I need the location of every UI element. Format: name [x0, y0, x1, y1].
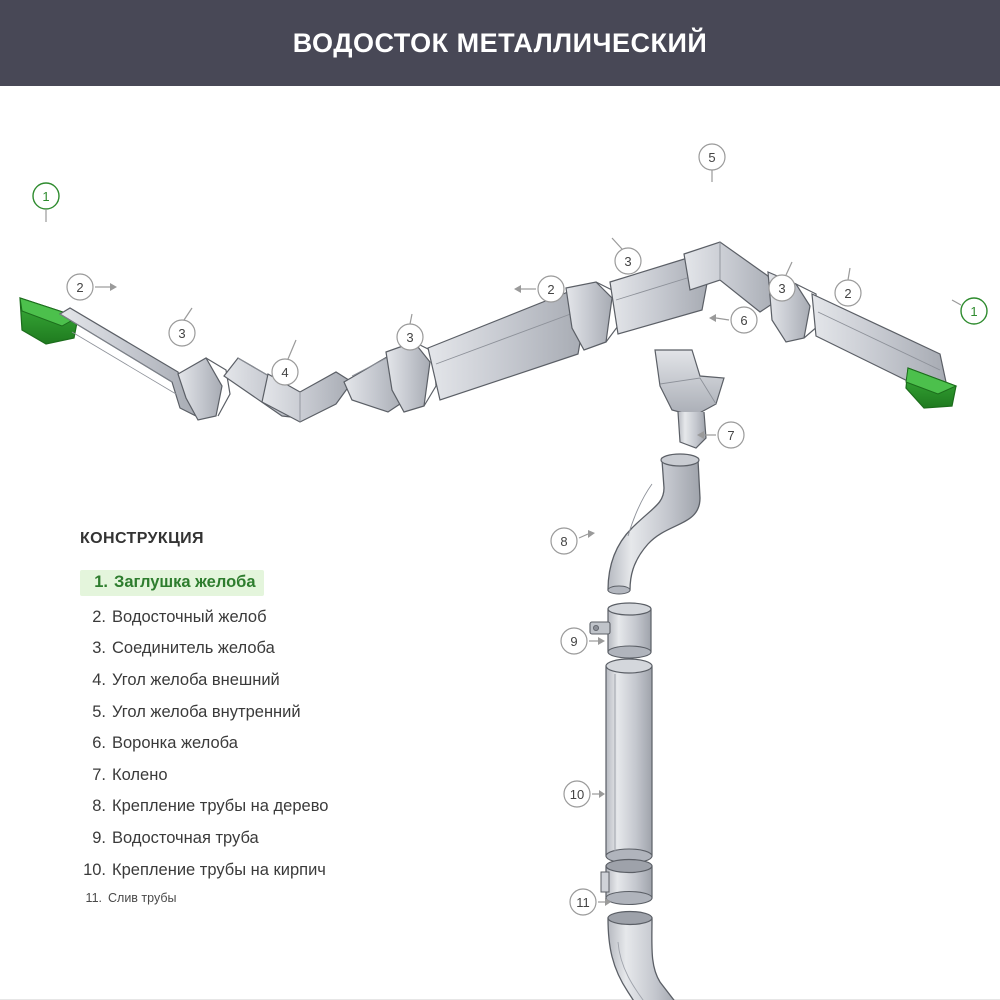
page-header — [0, 0, 1000, 86]
svg-text:8: 8 — [560, 534, 568, 549]
callout-11[interactable] — [570, 889, 611, 915]
legend — [80, 530, 480, 918]
callout-8[interactable] — [551, 528, 595, 554]
legend-item-6-number: 6. — [92, 734, 106, 753]
legend-item-7-number: 7. — [92, 765, 106, 784]
legend-item-4-label: Угол желоба внешний — [112, 670, 280, 689]
svg-text:9: 9 — [570, 634, 578, 649]
legend-item-1[interactable] — [80, 570, 264, 596]
legend-item-11[interactable] — [80, 891, 480, 907]
legend-item-10-number: 10. — [83, 860, 106, 879]
downpipe-elbow[interactable] — [608, 454, 700, 594]
legend-item-4-number: 4. — [92, 670, 106, 689]
callout-3-left[interactable] — [169, 308, 195, 346]
legend-item-6[interactable] — [80, 733, 480, 754]
svg-text:3: 3 — [624, 254, 632, 269]
pipe-bracket-wood[interactable] — [590, 603, 651, 658]
legend-item-11-number: 11. — [85, 891, 102, 906]
legend-item-2[interactable] — [80, 607, 480, 628]
legend-item-1-number: 1. — [94, 573, 108, 591]
legend-item-8[interactable] — [80, 796, 480, 817]
legend-item-5-label: Угол желоба внутренний — [112, 702, 301, 721]
downpipe[interactable] — [606, 659, 652, 863]
pipe-outlet[interactable] — [608, 912, 685, 1000]
svg-text:3: 3 — [178, 326, 186, 341]
gutter-segment-long-mid[interactable] — [428, 292, 584, 400]
svg-text:6: 6 — [740, 313, 748, 328]
callout-2-right[interactable] — [835, 268, 861, 306]
page-title: ВОДОСТОК МЕТАЛЛИЧЕСКИЙ — [292, 27, 708, 58]
svg-text:7: 7 — [727, 428, 735, 443]
svg-text:3: 3 — [778, 281, 786, 296]
end-cap-left[interactable] — [20, 298, 78, 344]
legend-item-6-label: Воронка желоба — [112, 734, 238, 753]
legend-item-7-label: Колено — [112, 765, 168, 784]
callout-4[interactable] — [272, 340, 298, 385]
gutter-run-group — [20, 242, 956, 422]
svg-text:11: 11 — [576, 895, 590, 910]
legend-item-10[interactable] — [80, 860, 480, 881]
legend-item-9[interactable] — [80, 828, 480, 849]
legend-list — [80, 570, 480, 907]
legend-item-5[interactable] — [80, 702, 480, 723]
legend-item-2-label: Водосточный желоб — [112, 607, 267, 626]
legend-item-3[interactable] — [80, 638, 480, 659]
svg-text:10: 10 — [569, 787, 585, 802]
callout-2-left[interactable] — [67, 274, 117, 300]
legend-item-5-number: 5. — [92, 702, 106, 721]
legend-item-8-label: Крепление трубы на дерево — [112, 797, 329, 816]
legend-item-7[interactable] — [80, 765, 480, 786]
legend-item-3-label: Соединитель желоба — [112, 639, 275, 658]
legend-item-1-label: Заглушка желоба — [114, 573, 256, 591]
callout-10[interactable] — [564, 781, 605, 807]
legend-item-9-number: 9. — [92, 829, 106, 847]
callout-2-mid[interactable] — [514, 276, 564, 302]
legend-item-2-number: 2. — [92, 607, 106, 626]
callout-5[interactable] — [699, 144, 725, 182]
callout-3-mid[interactable] — [397, 314, 423, 350]
callout-3-right[interactable] — [769, 262, 795, 301]
legend-item-11-label: Слив трубы — [108, 891, 177, 906]
gutter-funnel[interactable] — [655, 350, 724, 448]
svg-text:1: 1 — [42, 189, 50, 204]
svg-text:2: 2 — [547, 282, 555, 297]
legend-item-3-number: 3. — [92, 639, 106, 658]
callout-1-left[interactable] — [33, 183, 59, 222]
svg-text:2: 2 — [844, 286, 852, 301]
pipe-bracket-brick[interactable] — [601, 860, 652, 905]
svg-text:1: 1 — [970, 304, 978, 319]
legend-item-4[interactable] — [80, 670, 480, 691]
legend-item-8-number: 8. — [92, 797, 106, 816]
legend-item-10-label: Крепление трубы на кирпич — [112, 860, 326, 879]
svg-text:4: 4 — [281, 365, 289, 380]
callout-3-right-mid[interactable] — [612, 238, 641, 274]
callout-6[interactable] — [709, 307, 757, 333]
legend-item-9-label: Водосточная труба — [112, 829, 259, 847]
svg-text:5: 5 — [708, 150, 716, 165]
svg-text:2: 2 — [76, 280, 84, 295]
legend-title: КОНСТРУКЦИЯ — [80, 530, 204, 547]
svg-text:3: 3 — [406, 330, 414, 345]
callout-1-right[interactable] — [952, 298, 987, 324]
